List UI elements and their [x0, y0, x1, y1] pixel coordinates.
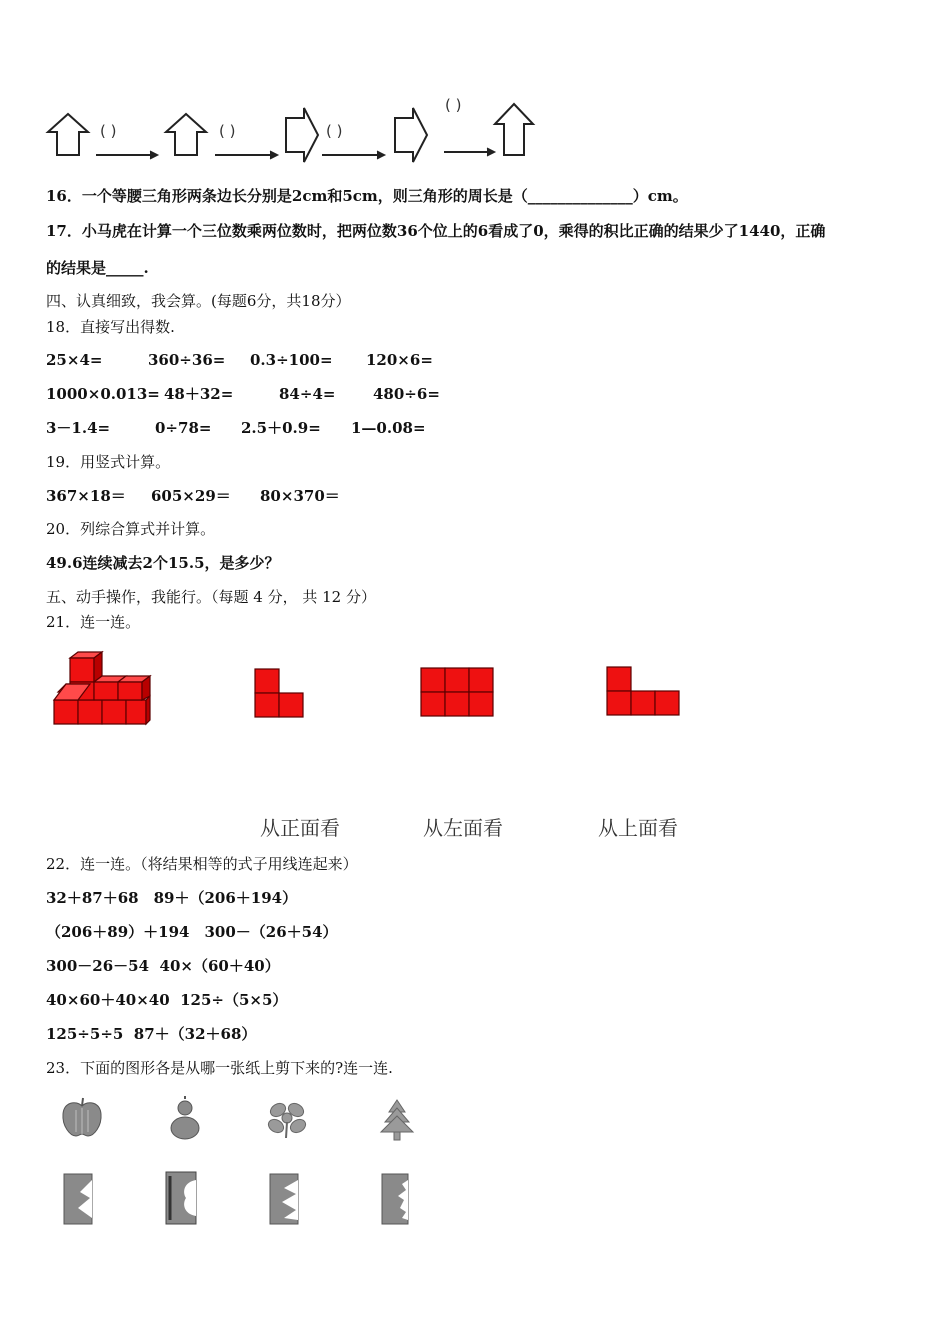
paper-cut-1 — [60, 1170, 110, 1230]
section-5-heading: 五、动手操作，我能行。（每题 4 分， 共 12 分） — [46, 588, 376, 606]
up-arrow-icon — [495, 104, 533, 155]
flower-icon — [262, 1096, 312, 1146]
question-17-line-1: 17．小马虎在计算一个三位数乘两位数时，把两位数36个位上的6看成了0，乘得的积比正确的结果少了1440，正确 — [46, 222, 826, 240]
gourd-icon — [160, 1096, 210, 1146]
question-20: 20．列综合算式并计算。 — [46, 520, 216, 538]
q22-row-5: 125÷5÷5 87＋（32＋68） — [46, 1025, 257, 1043]
section-4-heading: 四、认真细致，我会算。(每题6分，共18分） — [46, 292, 351, 310]
arrow-sequence — [0, 0, 950, 180]
paper-cut-4 — [378, 1170, 428, 1230]
question-20-body: 49.6连续减去2个15.5，是多少？ — [46, 554, 280, 572]
question-18: 18．直接写出得数. — [46, 318, 175, 336]
view-figure-l-small — [254, 668, 314, 728]
up-arrow-icon — [166, 114, 206, 155]
up-arrow-icon — [48, 114, 88, 155]
blank-paren-1: ( ) — [100, 122, 117, 140]
view-label-front: 从正面看 — [260, 816, 340, 840]
right-arrow-icon — [286, 108, 318, 162]
question-22: 22．连一连。（将结果相等的式子用线连起来） — [46, 855, 358, 873]
question-19: 19．用竖式计算。 — [46, 453, 171, 471]
question-23: 23．下面的图形各是从哪一张纸上剪下来的?连一连. — [46, 1059, 393, 1077]
question-16: 16．一个等腰三角形两条边长分别是2cm和5cm，则三角形的周长是（______________）cm。 — [46, 187, 688, 205]
right-arrow-icon — [395, 108, 427, 162]
tree-icon — [372, 1096, 422, 1146]
view-figure-l-long — [606, 666, 686, 726]
blank-paren-4: ( ) — [445, 96, 462, 114]
view-label-top: 从上面看 — [598, 816, 678, 840]
question-17-line-2: 的结果是_____. — [46, 259, 149, 277]
view-label-left: 从左面看 — [423, 816, 503, 840]
paper-cut-3 — [266, 1170, 316, 1230]
paper-cut-2 — [160, 1170, 210, 1230]
question-21: 21．连一连。 — [46, 613, 141, 631]
blank-paren-3: ( ) — [326, 122, 343, 140]
blank-paren-2: ( ) — [219, 122, 236, 140]
q22-row-1: 32＋87＋68 89＋（206＋194） — [46, 889, 298, 907]
q22-row-4: 40×60＋40×40 125÷（5×5） — [46, 991, 288, 1009]
q22-row-2: （206＋89）＋194 300－（26＋54） — [46, 923, 338, 941]
cube-solid-figure — [50, 652, 160, 732]
q22-row-3: 300－26－54 40×（60＋40） — [46, 957, 280, 975]
view-figure-grid — [420, 667, 500, 727]
apple-icon — [58, 1096, 108, 1146]
